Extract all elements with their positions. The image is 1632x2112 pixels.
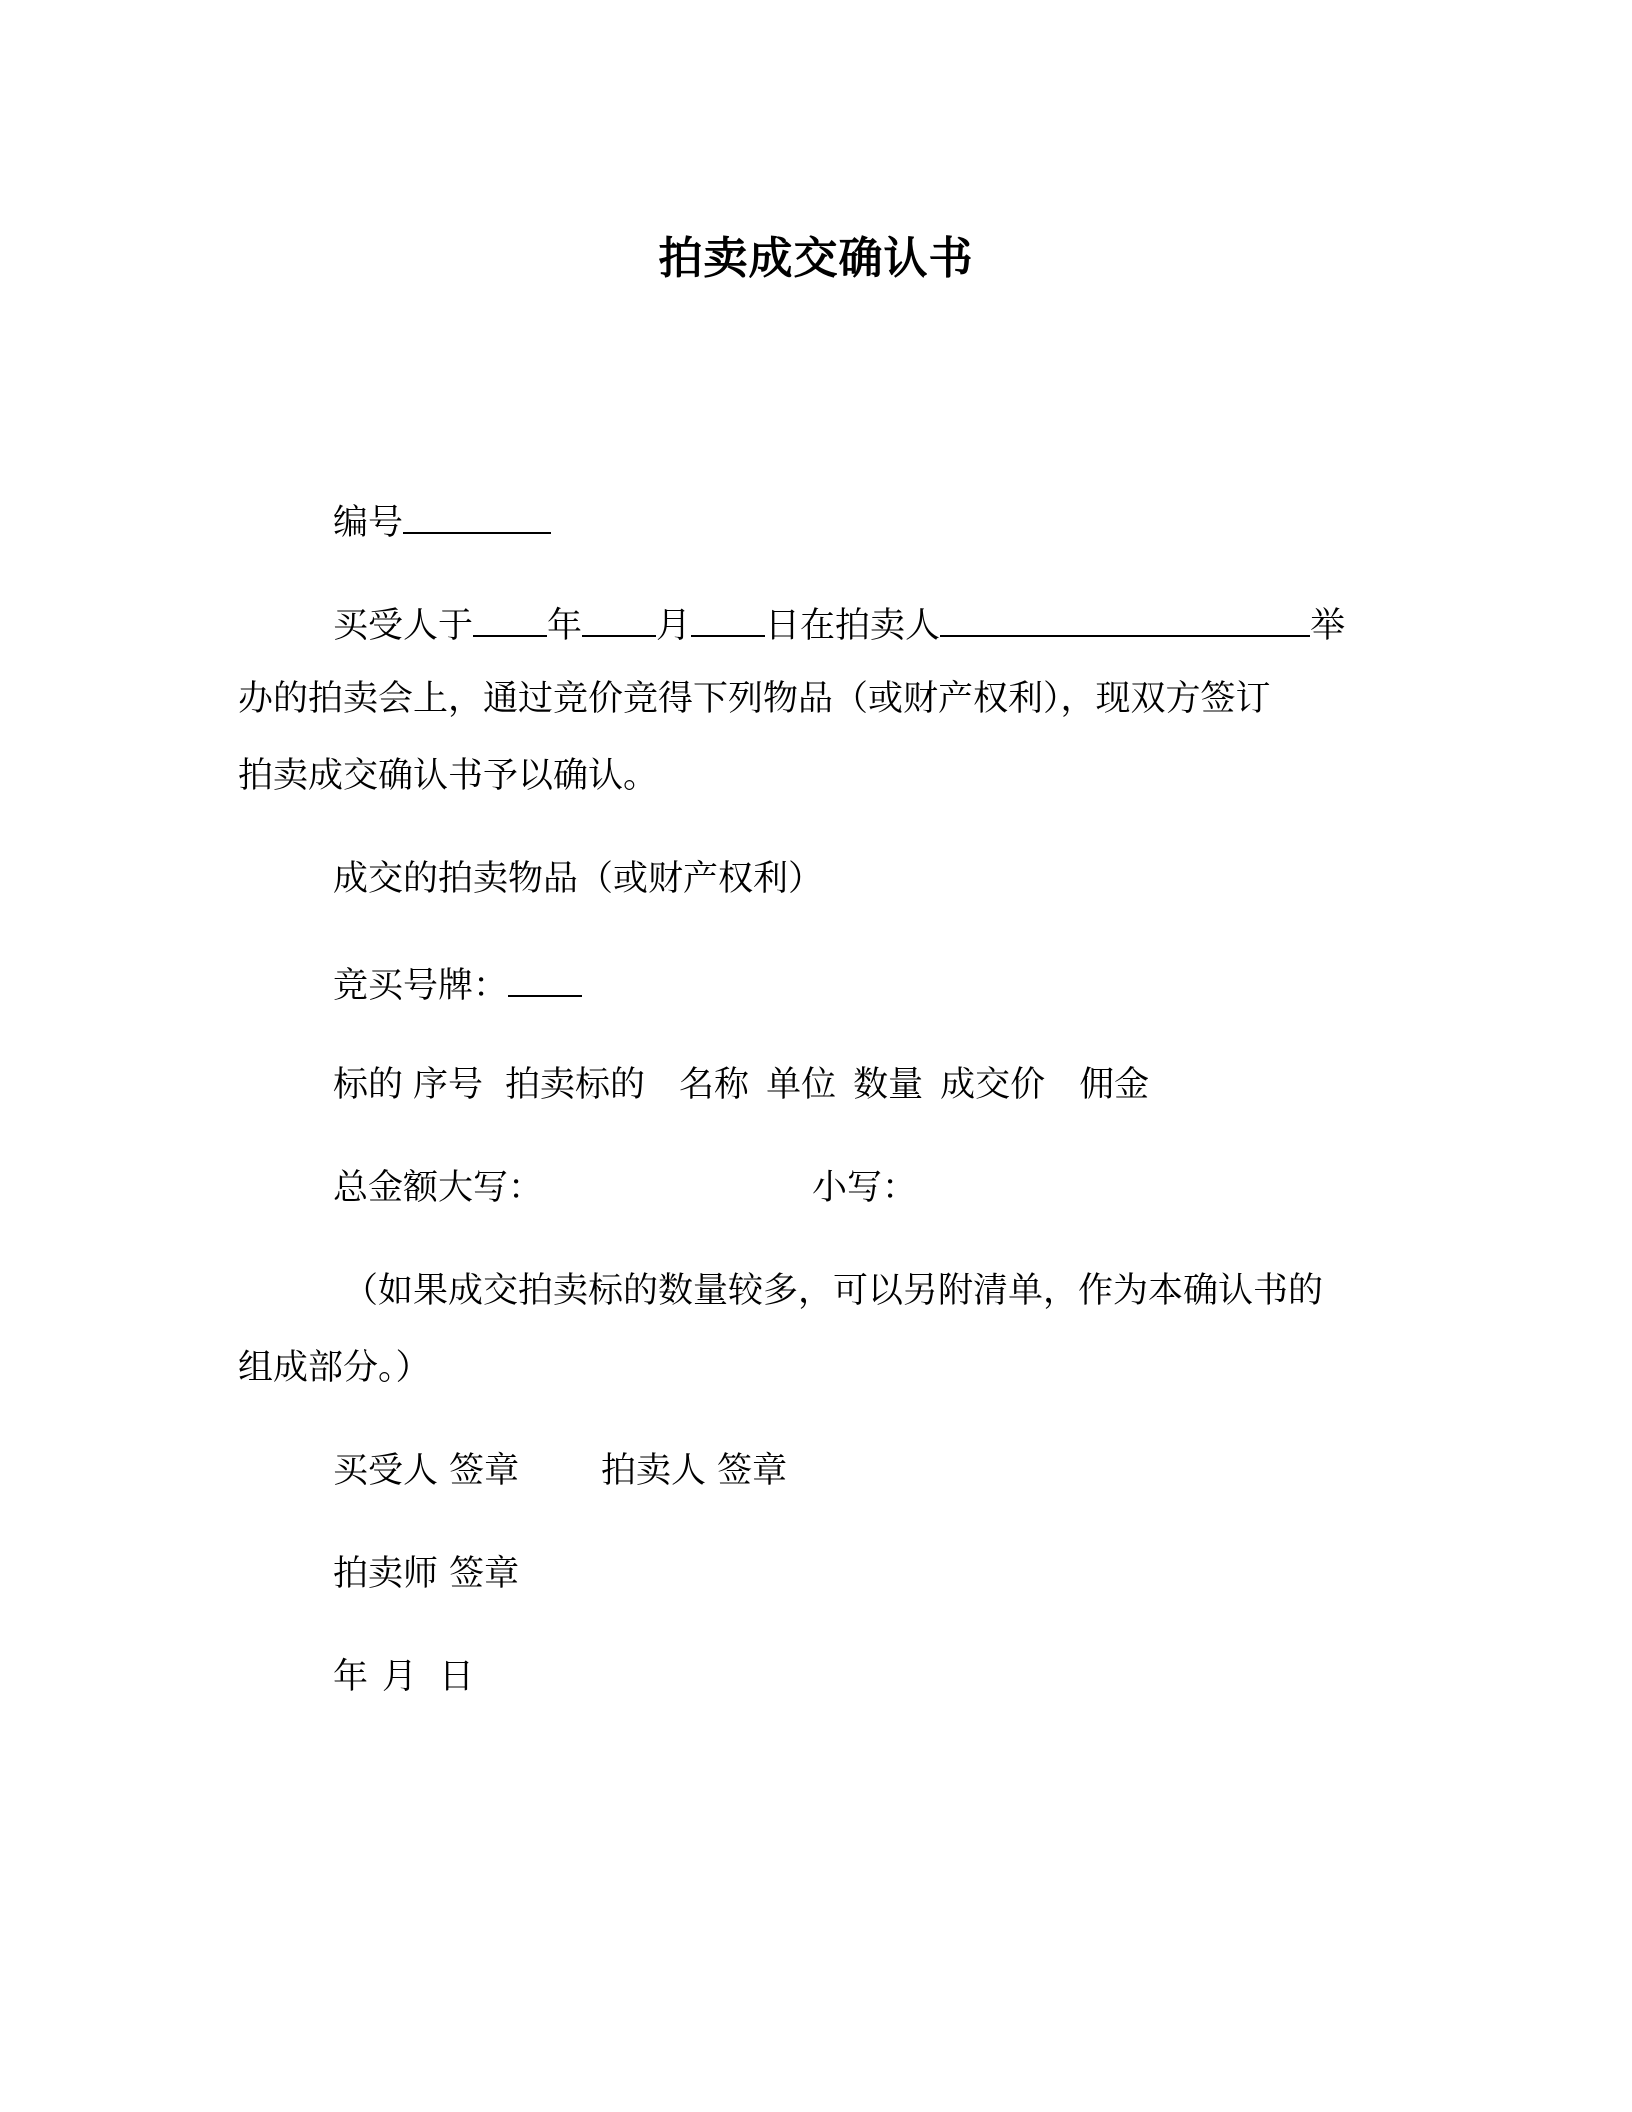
column-header: 数量 [853, 1065, 924, 1105]
buyer-signature: 买受人 签章 [333, 1451, 520, 1491]
date-year: 年 [333, 1657, 369, 1697]
paddle-label: 竞买号牌： [333, 966, 509, 1006]
items-heading: 成交的拍卖物品（或财产权利） [333, 859, 824, 899]
column-header: 单位 [766, 1065, 837, 1105]
day-blank[interactable] [691, 599, 765, 637]
intro-line-2: 办的拍卖会上，通过竞价竞得下列物品（或财产权利），现双方签订 [238, 679, 1271, 719]
intro-hold-text: 举 [1310, 606, 1346, 646]
auctioneer-signature: 拍卖人 签章 [601, 1451, 788, 1491]
date-month: 月 [382, 1657, 418, 1697]
total-lower-label: 小写： [812, 1168, 918, 1208]
intro-year-text: 年 [547, 606, 583, 646]
date-line [333, 1654, 474, 1700]
intro-day-text: 日在拍卖人 [765, 606, 941, 646]
intro-buyer-text: 买受人于 [333, 606, 474, 646]
page-title: 拍卖成交确认书 [658, 233, 974, 284]
year-blank[interactable] [473, 599, 547, 637]
column-header: 佣金 [1079, 1065, 1150, 1105]
number-blank[interactable] [403, 496, 551, 534]
total-upper-label: 总金额大写： [333, 1168, 544, 1208]
number-line [333, 496, 551, 546]
auctioneer-officer-signature: 拍卖师 签章 [333, 1554, 520, 1594]
column-headers [333, 1062, 1149, 1108]
paddle-blank[interactable] [508, 959, 582, 997]
number-label: 编号 [333, 503, 404, 543]
note-line-2: 组成部分。） [238, 1348, 431, 1388]
column-header: 成交价 [940, 1065, 1046, 1105]
column-header: 拍卖标的 [505, 1065, 646, 1105]
intro-line-1 [333, 599, 1345, 649]
column-header: 序号 [413, 1065, 484, 1105]
intro-month-text: 月 [656, 606, 692, 646]
paddle-line [333, 959, 582, 1009]
column-header: 名称 [679, 1065, 750, 1105]
month-blank[interactable] [582, 599, 656, 637]
intro-line-3: 拍卖成交确认书予以确认。 [238, 756, 659, 796]
note-line-1: （如果成交拍卖标的数量较多，可以另附清单，作为本确认书的 [343, 1271, 1324, 1311]
auctioneer-name-blank[interactable] [940, 599, 1310, 637]
column-header: 标的 [333, 1065, 404, 1105]
date-day: 日 [439, 1657, 475, 1697]
